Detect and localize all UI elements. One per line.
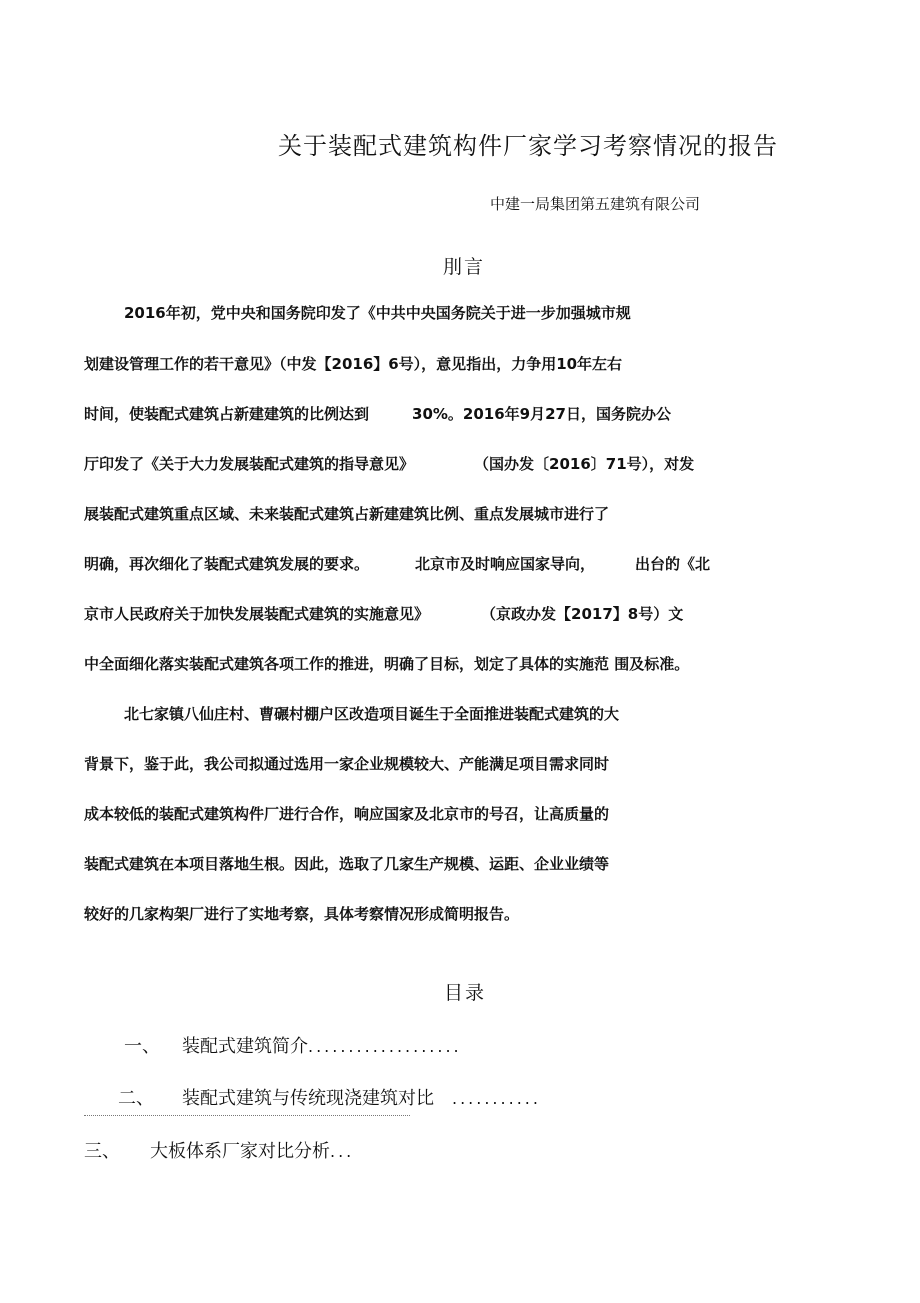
- toc-item-1-number: 一、: [124, 1036, 160, 1057]
- para1-line-7: [84, 603, 683, 624]
- toc-item-3-number: 三、: [84, 1141, 120, 1162]
- para2-line-5: 较好的几家构架厂进行了实地考察，具体考察情况形成简明报告。: [84, 905, 520, 923]
- toc-item-3-label: 大板体系厂家对比分析: [150, 1141, 330, 1162]
- para1-line-6-part-a: 明确，再次细化了装配式建筑发展的要求。: [84, 555, 370, 573]
- para2-line-4: 装配式建筑在本项目落地生根。因此，选取了几家生产规模、运距、企业业绩等: [84, 855, 610, 873]
- para1-line-3-part-a: 时间，使装配式建筑占新建建筑的比例达到: [84, 405, 370, 423]
- preface-heading: 刖言: [443, 256, 486, 278]
- para1-line-4-part-a: 厅印发了《关于大力发展装配式建筑的指导意见》: [84, 455, 415, 473]
- toc-item-1-label: 装配式建筑简介: [182, 1036, 308, 1057]
- para1-line-3-part-b: 30%。2016年9月27日，国务院办公: [412, 405, 671, 423]
- para1-line-3: [84, 403, 671, 424]
- organization-name: 中建一局集团第五建筑有限公司: [490, 195, 701, 213]
- para1-line-1: 2016年初，党中央和国务院印发了《中共中央国务院关于进一步加强城市规: [124, 304, 631, 322]
- toc-item-2-label: 装配式建筑与传统现浇建筑对比: [182, 1088, 434, 1109]
- toc-item-1-dots: ...................: [308, 1037, 462, 1056]
- para2-line-3: 成本较低的装配式建筑构件厂进行合作，响应国家及北京市的号召，让高质量的: [84, 805, 610, 823]
- para1-line-6-part-b: 北京市及时响应国家导向，: [415, 555, 596, 573]
- para2-line-1: 北七家镇八仙庄村、曹碾村棚户区改造项目诞生于全面推进装配式建筑的大: [124, 705, 620, 723]
- para2-line-2: 背景下，鉴于此，我公司拟通过选用一家企业规模较大、产能满足项目需求同时: [84, 755, 610, 773]
- toc-item-2-number: 二、: [118, 1088, 154, 1109]
- para1-line-2: 划建设管理工作的若干意见》（中发【2016】6号），意见指出，力争用10年左右: [84, 355, 623, 373]
- para1-line-4-part-b: （国办发〔2016〕71号），对发: [474, 455, 695, 473]
- toc-item-2[interactable]: [118, 1084, 541, 1110]
- para1-line-6: [84, 553, 710, 574]
- para1-line-8: 中全面细化落实装配式建筑各项工作的推进，明确了目标，划定了具体的实施范 围及标准。: [84, 655, 690, 673]
- para1-line-7-part-a: 京市人民政府关于加快发展装配式建筑的实施意见》: [84, 605, 430, 623]
- toc-heading: 目录: [444, 982, 487, 1004]
- toc-item-2-dots: ...........: [452, 1089, 541, 1108]
- toc-item-3-dots: ...: [330, 1142, 355, 1161]
- para1-line-6-part-c: 出台的《北: [635, 555, 711, 573]
- document-title: 关于装配式建筑构件厂家学习考察情况的报告: [278, 132, 778, 160]
- toc-item-3[interactable]: [84, 1137, 354, 1163]
- para1-line-7-part-b: （京政办发【2017】8号）文: [481, 605, 684, 623]
- toc-item-1[interactable]: [124, 1032, 462, 1058]
- para1-line-4: [84, 453, 694, 474]
- dotted-rule: [84, 1115, 410, 1116]
- para1-line-5: 展装配式建筑重点区域、未来装配式建筑占新建建筑比例、重点发展城市进行了: [84, 505, 610, 523]
